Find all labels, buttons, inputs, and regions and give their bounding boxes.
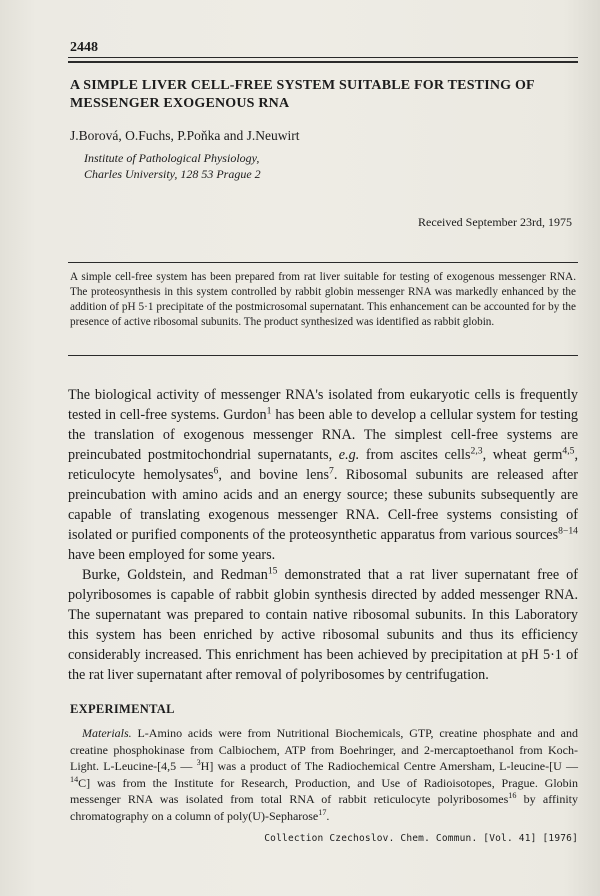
header-rule-top: [68, 57, 578, 58]
affiliation: [84, 150, 261, 182]
experimental-heading: EXPERIMENTAL: [70, 702, 175, 716]
introduction-text: [68, 385, 578, 685]
authors: J.Borová, O.Fuchs, P.Poňka and J.Neuwirt: [70, 128, 300, 143]
header-rule-bottom: [68, 61, 578, 63]
materials-paragraph: Materials. L-Amino acids were from Nutritional Biochemicals, GTP, creatine phosphate and and creatine phosphokinase from Calbiochem, ATP from Boehringer, and 2-mercaptoethanol from Koch-Light. L-Leucine-[4,5 — $^3$H] was a product of The Radiochemical Centre Amersham, L-leucine-[U — $^{14}$C] was from the Institute for Research, Production, and Use of Radioisotopes, Prague. Globin messenger RNA was isolated from total RNA of rabbit reticulocyte polyribosomes$^{16}$ by affinity chromatography on a column of poly(U)-Sepharose$^{17}$.: [70, 726, 578, 823]
abstract-rule-bottom: [68, 355, 578, 356]
received-date: Received September 23rd, 1975: [418, 215, 572, 229]
article-title: A SIMPLE LIVER CELL-FREE SYSTEM SUITABLE FOR TESTING OF MESSENGER EXOGENOUS RNA: [70, 78, 535, 111]
page-number: 2448: [70, 40, 98, 55]
affiliation-line-1: Institute of Pathological Physiology,: [84, 151, 260, 165]
abstract-rule-top: [68, 262, 578, 263]
paragraph-1: The biological activity of messenger RNA's isolated from eukaryotic cells is frequently tested in cell-free systems. Gurdon$^1$ has been able to develop a cellular system for testing the translation of exogenous messenger RNA. The simplest cell-free systems are preincubated postmitochondrial supernatants, e.g. from ascites cells$^{2,3}$, wheat germ$^{4,5}$, reticulocyte hemolysates$^6$, and bovine lens$^7$. Ribosomal subunits are released after preincubation with amino acids and an energy source; these subunits subsequently are capable of translating exogenous messenger RNA. Cell-free systems consisting of isolated or purified components of the proteosynthetic apparatus from various sources$^{8-14}$ have been employed for some years.: [68, 387, 578, 563]
materials-section: [70, 725, 578, 824]
affiliation-line-2: Charles University, 128 53 Prague 2: [84, 167, 261, 181]
journal-footer: Collection Czechoslov. Chem. Commun. [Vol. 41] [1976]: [264, 833, 578, 844]
paragraph-2: Burke, Goldstein, and Redman$^{15}$ demonstrated that a rat liver supernatant free of polyribosomes is capable of rabbit globin synthesis directed by added messenger RNA. The supernatant was prepared to contain native ribosomal subunits. In this Laboratory this system has been enriched by active ribosomal subunits and thus its efficiency considerably increased. This enrichment has been achieved by precipitation at pH 5·1 of the rat liver supernatant after removal of polyribosomes by centrifugation.: [68, 565, 578, 683]
abstract: A simple cell-free system has been prepared from rat liver suitable for testing of exogenous messenger RNA. The proteosynthesis in this system controlled by rabbit globin messenger RNA was markedly enhanced by the addition of pH 5·1 precipitate of the postmicrosomal supernatant. This enhancement can be accounted for by the presence of active ribosomal subunits. The product synthesized was identified as rabbit globin.: [70, 271, 576, 328]
